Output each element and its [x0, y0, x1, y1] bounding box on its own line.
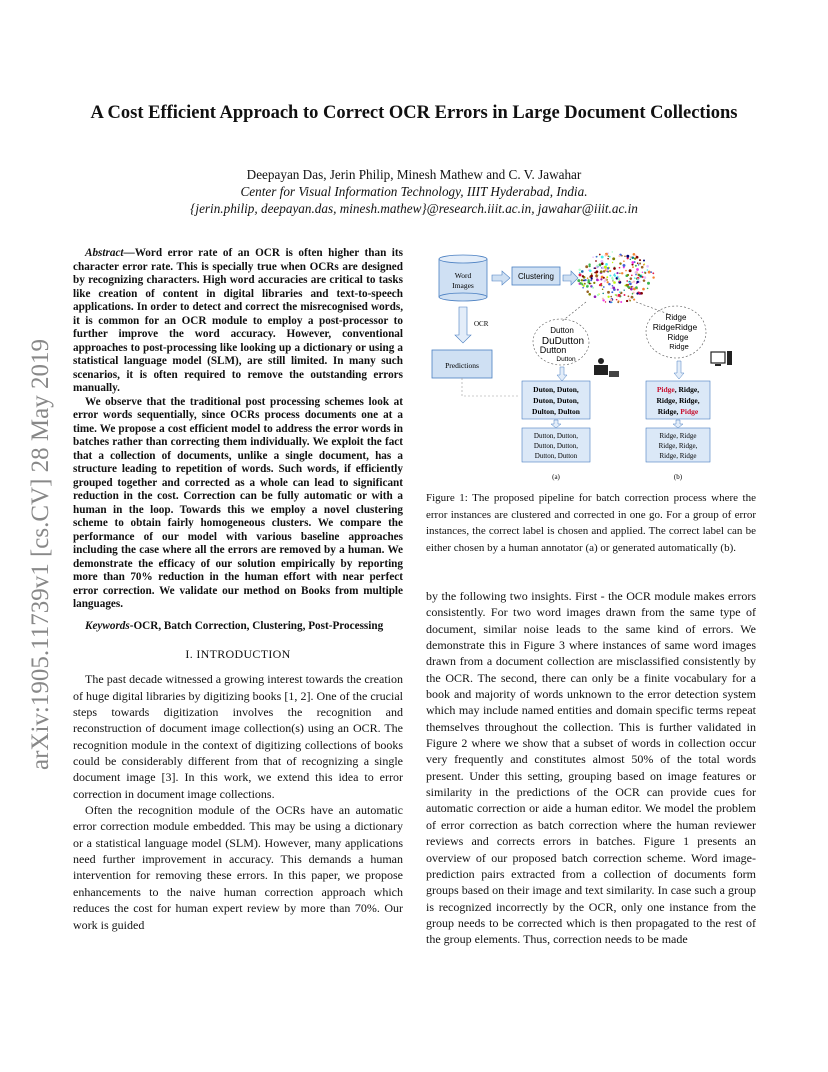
scatter-point [642, 272, 643, 273]
scatter-point [586, 285, 589, 288]
scatter-point [605, 270, 606, 271]
scatter-point [631, 275, 633, 277]
scatter-point [641, 266, 644, 269]
scatter-point [603, 286, 605, 288]
scatter-point [596, 265, 598, 267]
author-names: Deepayan Das, Jerin Philip, Minesh Mathew and C. V. Jawahar [246, 167, 582, 182]
scatter-point [638, 264, 640, 266]
cluster-a-word: DuDutton [541, 336, 585, 347]
scatter-point [612, 262, 613, 263]
scatter-point [610, 288, 611, 289]
scatter-point [632, 256, 635, 259]
abstract-paragraph-1 [73, 247, 403, 396]
scatter-point [612, 251, 613, 252]
scatter-point [629, 281, 631, 283]
scatter-point [595, 275, 598, 278]
scatter-point [608, 256, 610, 257]
scatter-point [614, 275, 616, 277]
scatter-point [609, 256, 611, 258]
subfigure-label-a: (a) [552, 473, 560, 481]
scatter-point [584, 283, 586, 285]
scatter-point [605, 254, 607, 256]
scatter-point [623, 289, 624, 290]
scatter-point [631, 264, 633, 266]
scatter-point [636, 281, 638, 283]
scatter-point [579, 282, 581, 284]
scatter-point [600, 278, 602, 280]
scatter-point [610, 301, 612, 303]
scatter-point [624, 294, 626, 296]
scatter-point [628, 295, 630, 297]
scatter-point [582, 275, 584, 277]
scatter-point [613, 281, 616, 284]
scatter-point [579, 272, 581, 274]
scatter-point [619, 273, 620, 274]
cluster-b-word: Ridge [665, 313, 687, 322]
scatter-point [589, 269, 592, 272]
scatter-point [632, 266, 634, 268]
scatter-point [607, 296, 609, 298]
cluster-b-word: RidgeRidge [652, 322, 698, 332]
cluster-b-word: Ridge [667, 333, 689, 342]
subfigure-label-b: (b) [673, 473, 683, 481]
scatter-point [617, 301, 619, 303]
arxiv-identifier: arXiv:1905.11739v1 [cs.CV] 28 May 2019 [27, 339, 54, 770]
scatter-point [602, 293, 604, 295]
group-b-error-line: Ridge, Pidge [657, 407, 699, 416]
scatter-point [588, 293, 591, 296]
scatter-point [606, 279, 608, 281]
scatter-point [616, 299, 618, 301]
scatter-point [626, 284, 629, 287]
scatter-point [635, 265, 637, 267]
predictions-label: Predictions [445, 361, 479, 370]
clustering-label: Clustering [517, 272, 555, 281]
scatter-point [640, 292, 643, 295]
group-a-corrected-line: Dutton, Dutton [534, 452, 578, 460]
scatter-point [612, 257, 615, 260]
arrow-down-icon [674, 361, 684, 379]
arrow-down-icon [673, 420, 683, 428]
scatter-point [647, 288, 649, 290]
scatter-point [610, 296, 612, 298]
scatter-point [611, 291, 613, 293]
scatter-point [644, 276, 647, 279]
scatter-point [589, 283, 590, 284]
abstract-lead: Abstract [85, 247, 124, 259]
abstract-paragraph-2: We observe that the traditional post processing schemes look at error words sequentially, since OCRs process documents one at a time. We propose a cost efficient model to address the error words in batches rather than correcting them individually. We exploit the fact that a collection of documents, unlike a single document, has a structure leading to repetition of words. Such words, if efficiently grouped together and corrected as a whole can lead to significant reduction in the cost. Correction can be fully automatic or with a human in the loop. Towards this we employ a novel clustering scheme to obtain fairly homogeneous clusters. We compare the performance of our model with various baseline approaches including the case where all the errors are removed by a human. We demonstrate the efficacy of our solution empirically by reporting more than 70% reduction in the human effort with near perfect error correction. We validate our method on Books from multiple languages. [73, 395, 403, 610]
scatter-point [642, 288, 645, 291]
scatter-point [595, 260, 597, 262]
group-a-error-line: Duton, Duton, [533, 385, 579, 394]
scatter-point [612, 285, 614, 287]
scatter-point [582, 287, 584, 289]
scatter-point [627, 274, 629, 276]
scatter-point [647, 282, 650, 285]
word-images-label-1: Word [454, 271, 472, 280]
scatter-point [621, 272, 623, 274]
scatter-point [600, 260, 603, 263]
intro-paragraph-3: by the following two insights. First - the OCR module makes errors consistently. For two word images drawn from the same type of document, similar noise leads to the same kind of errors. We demonstrate this in Figure 3 where instances of same word images drawn from a document collection are misclassified consistently by the OCR. The second, there can only be a finite vocabulary for a book and majority of words unknown to the error detection system which may include named entities and domain specific terms repeat themselves throughout the collection. This is further validated in Figure 2 where we show that a subset of words in collection occur very frequently and constitutes almost 50% of the total words present. Under this setting, grouping based on image features or similarity in the predictions of the OCR can provide cues for automatic correction or aide a human editor. We model the problem of error correction as batch correction where the human reviewer reviews and corrects errors in batches. Figure 1 presents an overview of our proposed batch correction scheme. Word image-prediction pairs extracted from a collection of documents form groups based on their image and text similarity. In case such a group is recognized incorrectly by the OCR, only one instance from the group needs to be corrected which is then propagated to the rest of the group elements. Thus, correction needs to be made [426, 589, 756, 947]
scatter-point [617, 289, 619, 291]
cluster-a-word: Dutton [556, 356, 576, 363]
scatter-point [596, 273, 598, 275]
group-b-corrected-line: Ridge, Ridge [659, 432, 697, 440]
scatter-point [624, 256, 626, 258]
scatter-point [633, 299, 635, 301]
scatter-point [631, 261, 634, 264]
human-annotator-icon [594, 358, 619, 377]
scatter-point [623, 260, 625, 262]
scatter-point [588, 263, 590, 265]
scatter-point [600, 270, 603, 273]
scatter-point [626, 280, 628, 282]
scatter-point [606, 276, 608, 278]
scatter-point [634, 277, 636, 279]
figure-1-pipeline [426, 247, 758, 483]
group-a-corrected-line: Dutton, Dutton, [533, 432, 579, 440]
scatter-point [620, 301, 622, 303]
scatter-point [650, 271, 652, 273]
arrow-right-icon [492, 271, 510, 285]
author-block [60, 166, 768, 217]
scatter-point [618, 276, 620, 278]
scatter-point [631, 281, 633, 283]
scatter-point [581, 279, 583, 281]
scatter-point [652, 272, 654, 274]
scatter-point [629, 282, 632, 285]
scatter-point [633, 281, 635, 283]
scatter-point [602, 289, 604, 291]
figure-1-caption: Figure 1: The proposed pipeline for batch correction process where the error instances are clustered and corrected in one go. For a group of error instances, the correct label is chosen and applied. The correct label can be either chosen by a human annotator (a) or generated automatically (b). [426, 492, 756, 554]
scatter-point [616, 272, 618, 274]
ocr-label: OCR [474, 320, 489, 328]
scatter-point [614, 273, 616, 275]
group-a-error-line: Dulton, Dulton [532, 407, 580, 416]
scatter-point [604, 266, 607, 269]
scatter-point [639, 263, 641, 265]
abstract-text-1: —Word error rate of an OCR is often higher than its character error rate. This is specially true when OCRs are designed by recognizing characters. High word accuracies are critical to tasks like creation of content in digital libraries and text-to-speech applications. In order to detect and correct the misrecognised words, it is common for an OCR module to employ a post-processor to further improve the word accuracy. However, conventional approaches to post-processing like looking up a dictionary or using a statistical language model (SLM), are still limited. In many such scenarios, it is often required to remove the outstanding errors manually. [73, 247, 403, 394]
group-b-corrected-line: Ridge, Ridge, [658, 442, 698, 450]
scatter-point [632, 293, 634, 295]
keywords [73, 620, 403, 634]
arxiv-side-stamp [10, 240, 60, 800]
scatter-point [603, 277, 605, 279]
scatter-point [612, 287, 615, 290]
scatter-point [586, 290, 589, 293]
scatter-point [636, 256, 639, 259]
scatter-point [592, 287, 594, 289]
scatter-point [630, 286, 632, 288]
scatter-point [604, 280, 606, 282]
scatter-point [591, 273, 593, 275]
scatter-point [646, 265, 649, 268]
scatter-point [623, 264, 626, 267]
scatter-point [641, 274, 642, 275]
scatter-point [626, 300, 628, 302]
scatter-point [596, 270, 599, 273]
scatter-point [618, 294, 621, 297]
scatter-point [652, 276, 654, 278]
scatter-point [625, 270, 627, 272]
group-a-error-line: Duton, Duton, [533, 396, 579, 405]
arrow-down-icon [455, 307, 471, 343]
scatter-point [619, 291, 621, 293]
group-a-corrected-line: Dutton, Dutton, [533, 442, 579, 450]
scatter-point [591, 277, 593, 279]
scatter-point [608, 283, 611, 286]
keywords-lead: Keywords [85, 619, 130, 632]
scatter-point [643, 264, 645, 266]
scatter-point [648, 271, 651, 274]
scatter-point [635, 286, 638, 289]
scatter-point [636, 292, 638, 294]
scatter-point [629, 269, 632, 272]
scatter-point [599, 284, 601, 286]
author-affiliation: Center for Visual Information Technology, IIIT Hyderabad, India. [240, 184, 588, 199]
scatter-point [590, 279, 592, 281]
scatter-point [601, 256, 604, 259]
intro-paragraph-2: Often the recognition module of the OCRs have an automatic error correction module embedded. This may be using a dictionary or a statistical language model (SLM). However, many applications need further improvement in accuracy. This demands a human intervention for removing these errors. In this paper, we propose enhancements to the naive human correction approach which reduces the cost for human expert review by more than 70%. Our work is guided [73, 803, 403, 932]
scatter-point [587, 277, 589, 279]
scatter-point [626, 255, 629, 258]
scatter-point [643, 259, 645, 261]
scatter-point [578, 269, 580, 271]
keywords-text: -OCR, Batch Correction, Clustering, Post-Processing [129, 619, 384, 632]
cluster-b-word: Ridge [669, 342, 689, 351]
arrow-down-icon [557, 367, 567, 381]
scatter-point [618, 278, 621, 281]
intro-paragraph-1: The past decade witnessed a growing interest towards the creation of huge digital libraries by digitizing books [1, 2]. One of the crucial steps towards digitization involves the recognition and reconstruction of document image collection(s) using an OCR. The recognition module in the context of digitizing collections of books could be considerably different from that of recognizing a single document image [3]. In this work, we extend this idea to error correction in document image collections. [73, 672, 403, 801]
scatter-point [585, 265, 588, 268]
arrow-down-icon [551, 420, 561, 428]
right-column [426, 588, 756, 948]
scatter-point [599, 254, 601, 256]
scatter-point [619, 267, 621, 269]
scatter-point [607, 291, 610, 294]
scatter-point [577, 279, 580, 282]
scatter-point [594, 295, 597, 298]
scatter-point [605, 301, 606, 302]
group-b-error-line: Pidge, Ridge, [656, 385, 700, 394]
scatter-point [584, 279, 586, 281]
scatter-point [610, 299, 613, 302]
scatter-point [637, 278, 639, 280]
scatter-point [618, 255, 620, 257]
scatter-point [601, 262, 604, 265]
left-column [73, 247, 403, 933]
scatter-point [609, 270, 611, 272]
scatter-point [630, 288, 633, 291]
word-images-label-2: Images [452, 281, 474, 290]
dashed-arrow [561, 302, 586, 322]
scatter-point [579, 273, 582, 276]
scatter-point [596, 256, 598, 258]
scatter-point [639, 259, 641, 261]
scatter-point [633, 253, 636, 256]
arrow-right-icon [563, 271, 578, 285]
scatter-point [635, 271, 638, 274]
scatter-point [628, 298, 630, 300]
scatter-point [609, 275, 611, 277]
scatter-point [613, 267, 616, 270]
computer-icon [711, 351, 732, 366]
scatter-point [590, 275, 593, 278]
scatter-point [594, 267, 596, 269]
scatter-point [599, 263, 602, 266]
scatter-point [607, 258, 609, 260]
scatter-point [597, 294, 599, 296]
scatter-point [619, 281, 621, 283]
scatter-point [611, 276, 613, 278]
scatter-point [593, 282, 595, 284]
group-b-error-line: Ridge, Ridge, [656, 396, 700, 405]
cluster-scatter-plot [577, 251, 654, 303]
section-heading: I. INTRODUCTION [185, 647, 291, 661]
scatter-point [602, 298, 604, 300]
dashed-connector [462, 378, 520, 396]
scatter-point [643, 279, 646, 282]
scatter-point [635, 274, 637, 276]
scatter-point [630, 277, 633, 280]
scatter-point [630, 259, 631, 260]
scatter-point [619, 262, 621, 264]
cluster-a-word: Dutton [550, 326, 574, 335]
paper-title: A Cost Efficient Approach to Correct OCR Errors in Large Document Collections [90, 103, 738, 123]
cluster-a-word: Dutton [539, 345, 567, 355]
group-b-corrected-line: Ridge, Ridge [659, 452, 697, 460]
scatter-point [592, 256, 594, 258]
scatter-point [605, 263, 608, 266]
scatter-point [587, 279, 589, 281]
author-emails: {jerin.philip, deepayan.das, minesh.mathew}@research.iiit.ac.in, jawahar@iiit.ac.in [190, 201, 638, 216]
scatter-point [631, 296, 634, 299]
scatter-point [598, 279, 600, 281]
scatter-point [637, 262, 639, 264]
scatter-point [644, 272, 646, 274]
scatter-point [647, 269, 649, 271]
scatter-point [607, 281, 609, 283]
scatter-point [636, 268, 639, 271]
scatter-point [581, 271, 583, 273]
